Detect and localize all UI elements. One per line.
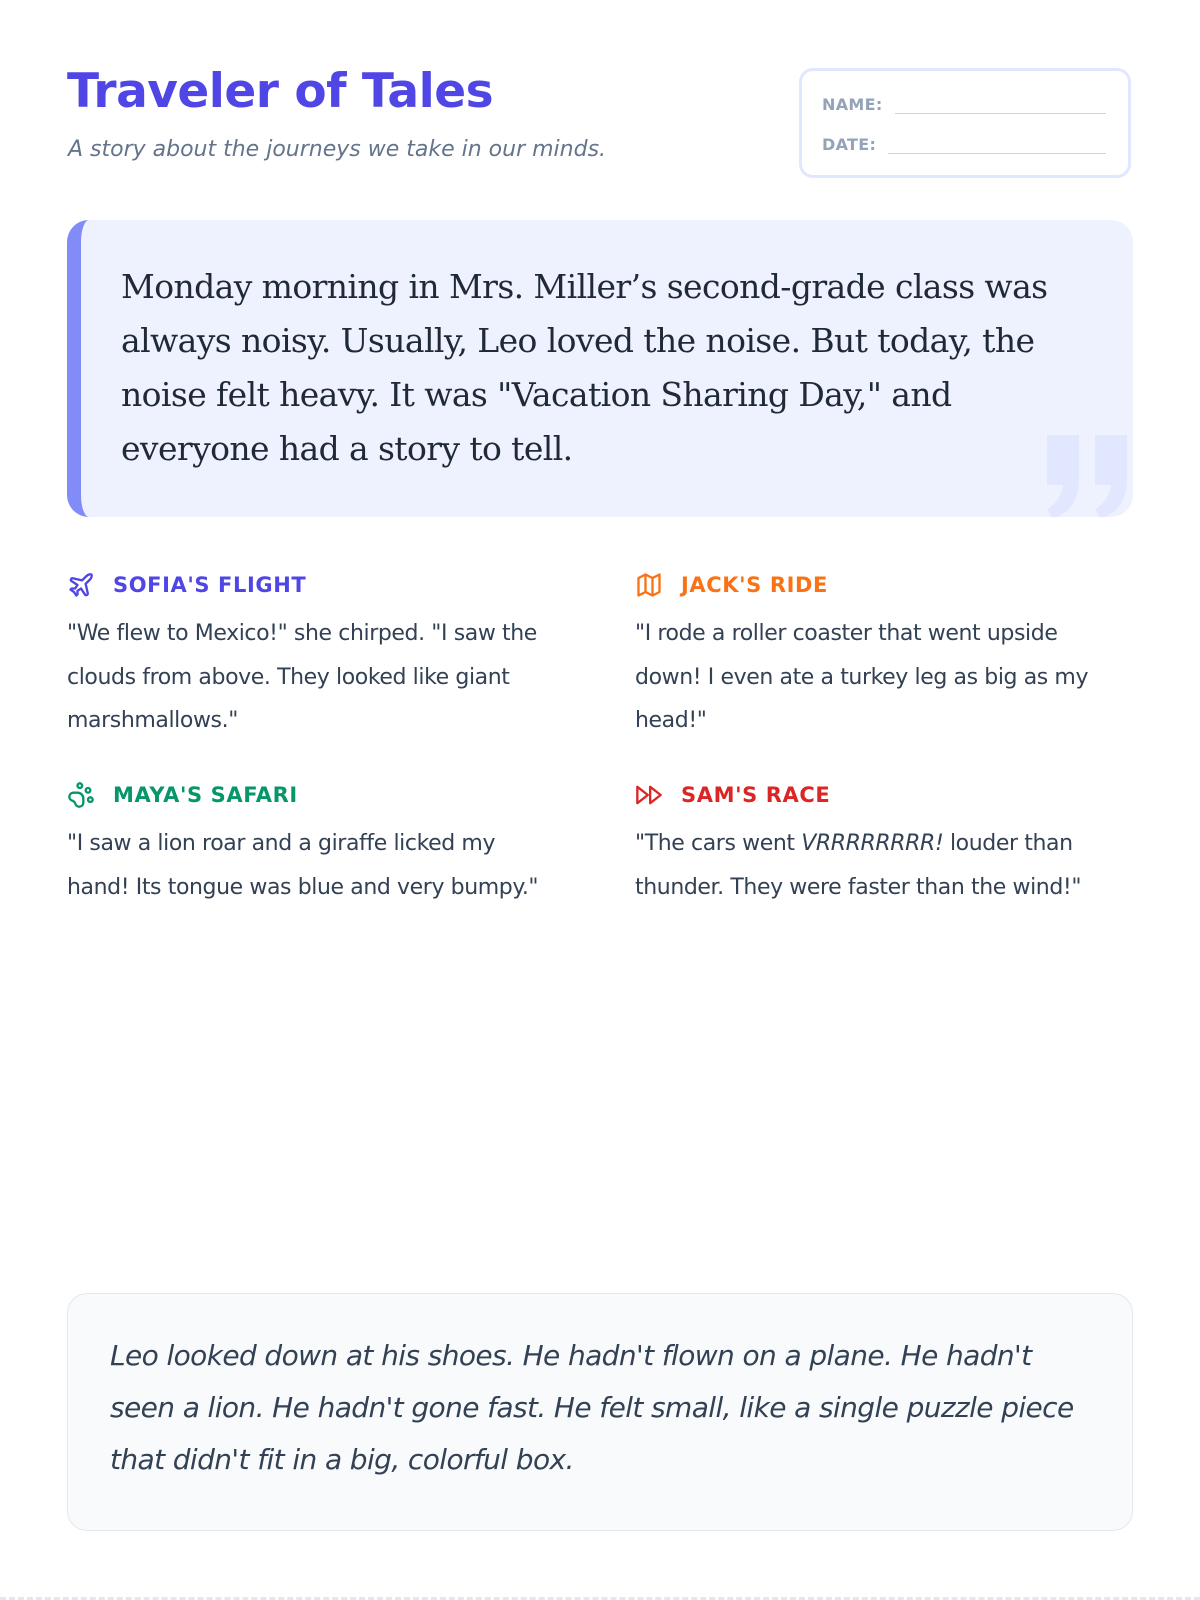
paw-icon xyxy=(67,780,99,810)
story-text: "We flew to Mexico!" she chirped. "I saw the clouds from above. They looked like giant marshmallows." xyxy=(67,621,537,733)
date-field[interactable] xyxy=(888,135,1106,154)
date-field-row xyxy=(822,135,1106,154)
name-field[interactable] xyxy=(895,95,1106,114)
plane-icon xyxy=(67,570,99,600)
story-sofia xyxy=(67,570,562,743)
story-title: SOFIA'S FLIGHT xyxy=(113,573,307,597)
story-title: MAYA'S SAFARI xyxy=(113,783,298,807)
story-text-emphasis: VRRRRRRRR! xyxy=(801,831,944,856)
map-icon xyxy=(635,570,667,600)
story-text xyxy=(635,822,1130,909)
date-label: DATE: xyxy=(822,135,877,154)
story-title: JACK'S RIDE xyxy=(681,573,828,597)
closing-text: Leo looked down at his shoes. He hadn't flown on a plane. He hadn't seen a lion. He hadn't gone fast. He felt small, like a single puzzle piece that didn't fit in a big, colorful box. xyxy=(110,1339,1074,1476)
story-title: SAM'S RACE xyxy=(681,783,831,807)
intro-text: Monday morning in Mrs. Miller’s second-grade class was always noisy. Usually, Leo loved the noise. But today, the noise felt heavy. It was "Vacation Sharing Day," and everyone had a story to tell. xyxy=(121,267,1048,468)
intro-callout xyxy=(67,220,1133,517)
story-sam xyxy=(635,780,1130,909)
fast-forward-icon xyxy=(635,780,667,810)
story-header xyxy=(67,780,562,810)
story-jack xyxy=(635,570,1130,743)
story-text-end: louder than thunder. They were faster than the wind!" xyxy=(635,831,1082,900)
name-field-row xyxy=(822,95,1106,114)
page-title: Traveler of Tales xyxy=(67,64,494,119)
story-text: "I rode a roller coaster that went upside down! I even ate a turkey leg as big as my head!" xyxy=(635,621,1089,733)
story-header xyxy=(635,780,1130,810)
story-text: "I saw a lion roar and a giraffe licked my hand! Its tongue was blue and very bumpy." xyxy=(67,831,539,900)
name-label: NAME: xyxy=(822,95,883,114)
closing-callout xyxy=(67,1293,1133,1531)
story-text-start: "The cars went xyxy=(635,831,802,856)
name-date-box xyxy=(799,68,1131,178)
page-subtitle: A story about the journeys we take in our minds. xyxy=(68,137,607,162)
story-maya xyxy=(67,780,562,909)
story-header xyxy=(635,570,1130,600)
story-header xyxy=(67,570,562,600)
